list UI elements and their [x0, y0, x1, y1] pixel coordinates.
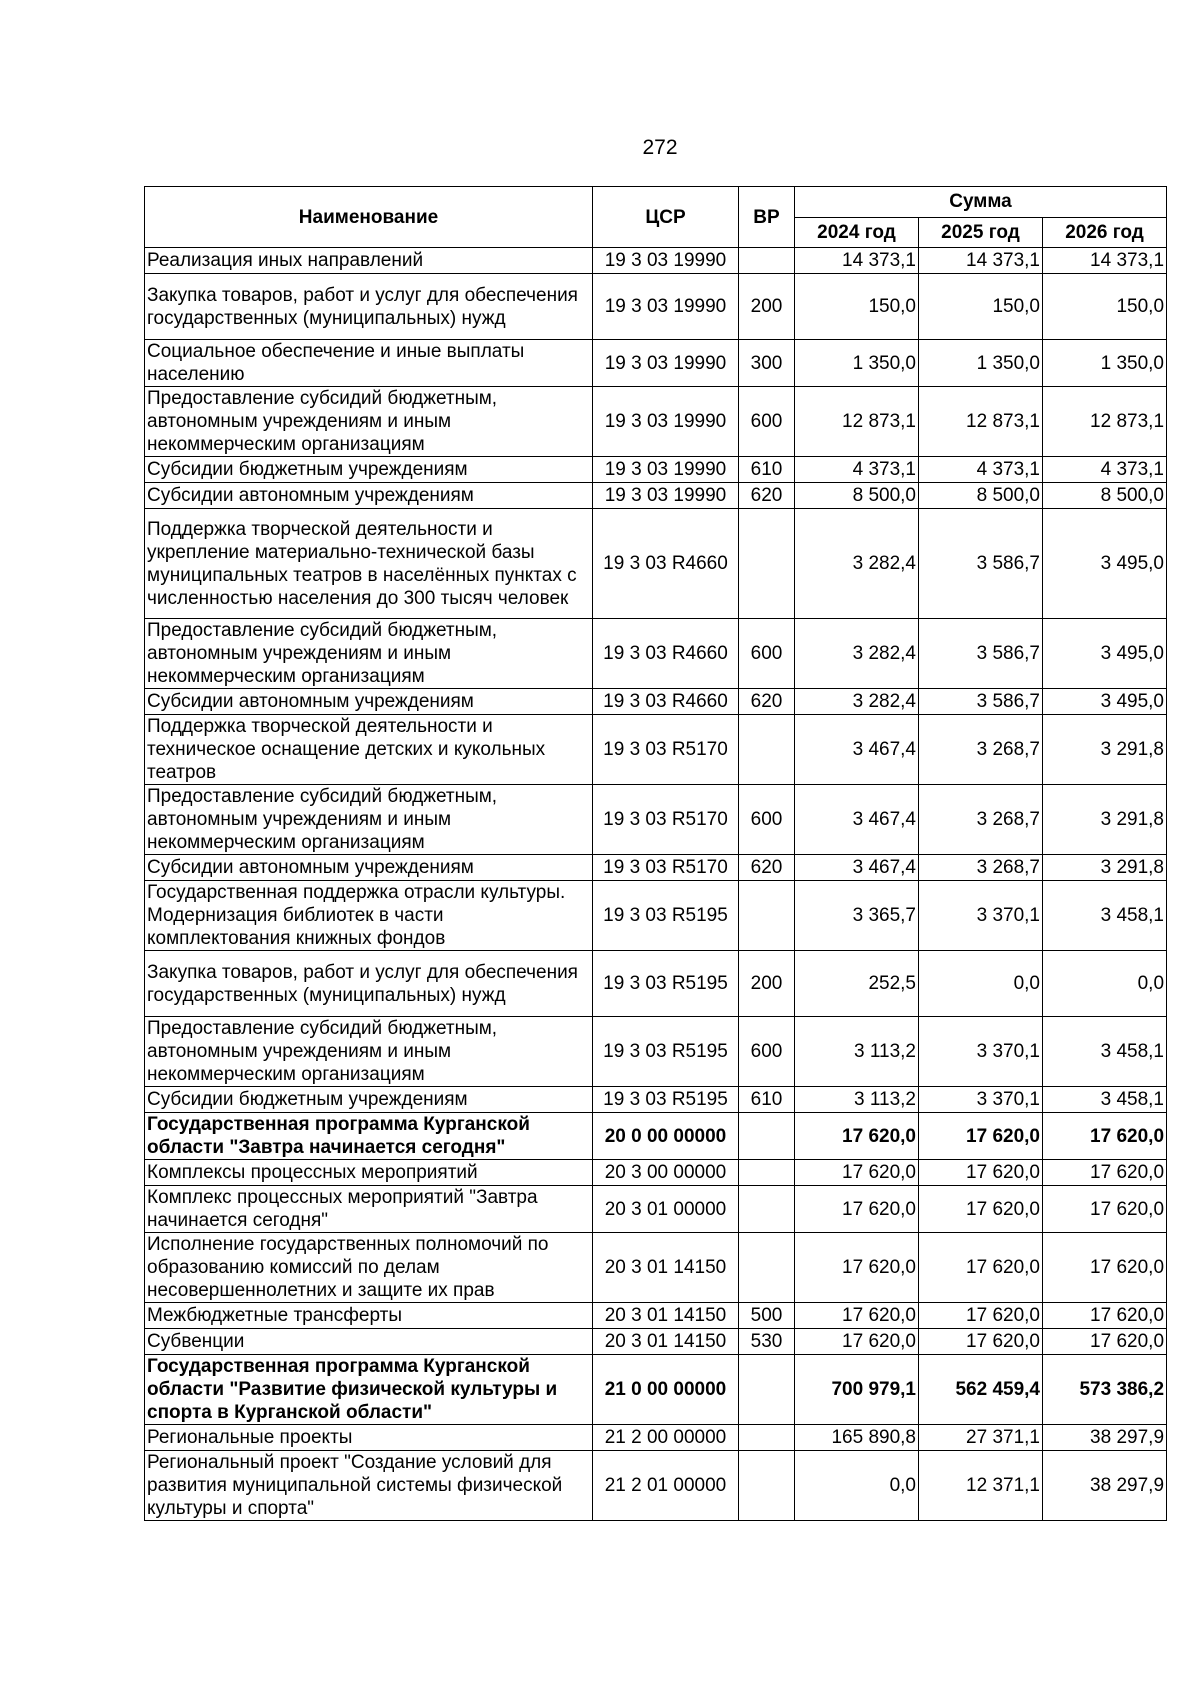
row-amount-2024-cell: 252,5 [795, 951, 919, 1017]
header-csr: ЦСР [593, 187, 739, 248]
row-name-cell: Региональный проект "Создание условий для развития муниципальной системы физической культуры и спорта" [145, 1451, 593, 1521]
row-amount-2026-cell: 0,0 [1043, 951, 1167, 1017]
row-vr-cell [739, 509, 795, 619]
table-row [145, 1355, 1167, 1425]
row-amount-2025-cell: 17 620,0 [919, 1329, 1043, 1355]
row-name-cell: Комплексы процессных мероприятий [145, 1160, 593, 1186]
table-row [145, 619, 1167, 689]
row-amount-2025-cell: 3 268,7 [919, 855, 1043, 881]
table-row [145, 483, 1167, 509]
row-amount-2026-cell: 17 620,0 [1043, 1329, 1167, 1355]
row-name-cell: Исполнение государственных полномочий по образованию комиссий по делам несовершеннолетних и защите их прав [145, 1233, 593, 1303]
table-body [145, 248, 1167, 1521]
row-amount-2026-cell: 3 458,1 [1043, 1017, 1167, 1087]
row-amount-2026-cell: 3 291,8 [1043, 785, 1167, 855]
row-vr-cell: 300 [739, 340, 795, 387]
row-amount-2024-cell: 3 467,4 [795, 855, 919, 881]
table-row [145, 1160, 1167, 1186]
row-csr-cell: 19 3 03 R5170 [593, 715, 739, 785]
row-name-cell: Закупка товаров, работ и услуг для обеспечения государственных (муниципальных) нужд [145, 951, 593, 1017]
row-name-cell: Поддержка творческой деятельности и укрепление материально-технической базы муниципальных театров в населённых пунктах с численностью населения до 300 тысяч человек [145, 509, 593, 619]
row-amount-2025-cell: 17 620,0 [919, 1233, 1043, 1303]
row-amount-2025-cell: 3 370,1 [919, 881, 1043, 951]
row-csr-cell: 19 3 03 19990 [593, 457, 739, 483]
row-csr-cell: 19 3 03 R4660 [593, 689, 739, 715]
header-year-2024: 2024 год [795, 217, 919, 248]
row-csr-cell: 21 2 00 00000 [593, 1425, 739, 1451]
table-row [145, 1017, 1167, 1087]
row-vr-cell: 600 [739, 1017, 795, 1087]
row-csr-cell: 19 3 03 R5195 [593, 1087, 739, 1113]
row-amount-2024-cell: 3 282,4 [795, 619, 919, 689]
row-amount-2026-cell: 17 620,0 [1043, 1186, 1167, 1233]
row-amount-2025-cell: 0,0 [919, 951, 1043, 1017]
table-row [145, 1303, 1167, 1329]
row-amount-2026-cell: 150,0 [1043, 274, 1167, 340]
table-row [145, 1113, 1167, 1160]
table-row [145, 274, 1167, 340]
row-amount-2025-cell: 1 350,0 [919, 340, 1043, 387]
row-name-cell: Социальное обеспечение и иные выплаты населению [145, 340, 593, 387]
row-vr-cell [739, 248, 795, 274]
row-name-cell: Региональные проекты [145, 1425, 593, 1451]
row-csr-cell: 19 3 03 19990 [593, 483, 739, 509]
row-csr-cell: 20 3 01 14150 [593, 1329, 739, 1355]
row-amount-2026-cell: 1 350,0 [1043, 340, 1167, 387]
row-amount-2025-cell: 3 370,1 [919, 1017, 1043, 1087]
row-name-cell: Реализация иных направлений [145, 248, 593, 274]
row-amount-2025-cell: 3 586,7 [919, 509, 1043, 619]
table-row [145, 1451, 1167, 1521]
row-vr-cell [739, 1355, 795, 1425]
row-vr-cell [739, 1425, 795, 1451]
table-row [145, 248, 1167, 274]
header-name: Наименование [145, 187, 593, 248]
header-vr: ВР [739, 187, 795, 248]
row-amount-2026-cell: 3 495,0 [1043, 689, 1167, 715]
row-amount-2024-cell: 4 373,1 [795, 457, 919, 483]
row-vr-cell: 200 [739, 274, 795, 340]
row-amount-2026-cell: 38 297,9 [1043, 1425, 1167, 1451]
row-csr-cell: 20 3 01 00000 [593, 1186, 739, 1233]
row-vr-cell [739, 1186, 795, 1233]
table-row [145, 951, 1167, 1017]
row-amount-2026-cell: 3 458,1 [1043, 881, 1167, 951]
row-name-cell: Комплекс процессных мероприятий "Завтра начинается сегодня" [145, 1186, 593, 1233]
row-amount-2026-cell: 38 297,9 [1043, 1451, 1167, 1521]
row-amount-2024-cell: 3 467,4 [795, 785, 919, 855]
row-amount-2025-cell: 17 620,0 [919, 1160, 1043, 1186]
row-csr-cell: 19 3 03 R5170 [593, 785, 739, 855]
row-csr-cell: 19 3 03 R4660 [593, 509, 739, 619]
table-row [145, 387, 1167, 457]
row-vr-cell [739, 1113, 795, 1160]
row-name-cell: Предоставление субсидий бюджетным, автономным учреждениям и иным некоммерческим организациям [145, 619, 593, 689]
row-amount-2025-cell: 17 620,0 [919, 1113, 1043, 1160]
row-vr-cell: 600 [739, 619, 795, 689]
row-amount-2025-cell: 8 500,0 [919, 483, 1043, 509]
row-amount-2026-cell: 4 373,1 [1043, 457, 1167, 483]
row-amount-2026-cell: 3 291,8 [1043, 715, 1167, 785]
row-name-cell: Субсидии бюджетным учреждениям [145, 1087, 593, 1113]
row-name-cell: Субсидии автономным учреждениям [145, 483, 593, 509]
row-name-cell: Субсидии автономным учреждениям [145, 689, 593, 715]
row-amount-2026-cell: 17 620,0 [1043, 1233, 1167, 1303]
row-csr-cell: 20 3 01 14150 [593, 1233, 739, 1303]
row-csr-cell: 19 3 03 R4660 [593, 619, 739, 689]
row-amount-2026-cell: 573 386,2 [1043, 1355, 1167, 1425]
table-row [145, 509, 1167, 619]
row-vr-cell [739, 1451, 795, 1521]
row-vr-cell: 600 [739, 785, 795, 855]
row-amount-2024-cell: 165 890,8 [795, 1425, 919, 1451]
row-amount-2026-cell: 8 500,0 [1043, 483, 1167, 509]
table-row [145, 689, 1167, 715]
row-vr-cell [739, 715, 795, 785]
row-vr-cell [739, 1160, 795, 1186]
row-name-cell: Предоставление субсидий бюджетным, автономным учреждениям и иным некоммерческим организациям [145, 785, 593, 855]
row-amount-2025-cell: 12 873,1 [919, 387, 1043, 457]
row-csr-cell: 19 3 03 R5195 [593, 951, 739, 1017]
table-row [145, 1186, 1167, 1233]
row-amount-2024-cell: 0,0 [795, 1451, 919, 1521]
table-row [145, 715, 1167, 785]
row-amount-2026-cell: 3 458,1 [1043, 1087, 1167, 1113]
row-amount-2025-cell: 14 373,1 [919, 248, 1043, 274]
row-amount-2026-cell: 3 291,8 [1043, 855, 1167, 881]
row-amount-2024-cell: 3 467,4 [795, 715, 919, 785]
row-vr-cell: 500 [739, 1303, 795, 1329]
row-vr-cell [739, 881, 795, 951]
row-csr-cell: 19 3 03 19990 [593, 274, 739, 340]
row-amount-2025-cell: 17 620,0 [919, 1186, 1043, 1233]
row-amount-2024-cell: 17 620,0 [795, 1113, 919, 1160]
row-vr-cell: 610 [739, 1087, 795, 1113]
row-amount-2025-cell: 27 371,1 [919, 1425, 1043, 1451]
row-csr-cell: 19 3 03 19990 [593, 387, 739, 457]
row-csr-cell: 21 2 01 00000 [593, 1451, 739, 1521]
row-amount-2025-cell: 562 459,4 [919, 1355, 1043, 1425]
row-name-cell: Субвенции [145, 1329, 593, 1355]
row-amount-2024-cell: 3 365,7 [795, 881, 919, 951]
row-amount-2026-cell: 17 620,0 [1043, 1303, 1167, 1329]
row-amount-2025-cell: 12 371,1 [919, 1451, 1043, 1521]
header-sum-group: Сумма [795, 187, 1167, 218]
row-name-cell: Предоставление субсидий бюджетным, автономным учреждениям и иным некоммерческим организациям [145, 387, 593, 457]
row-amount-2024-cell: 150,0 [795, 274, 919, 340]
row-vr-cell: 600 [739, 387, 795, 457]
row-amount-2024-cell: 3 113,2 [795, 1017, 919, 1087]
row-name-cell: Субсидии автономным учреждениям [145, 855, 593, 881]
table-row [145, 1425, 1167, 1451]
row-amount-2024-cell: 17 620,0 [795, 1303, 919, 1329]
page-number: 272 [642, 136, 678, 159]
row-amount-2024-cell: 3 113,2 [795, 1087, 919, 1113]
table-row [145, 1087, 1167, 1113]
table-header [145, 187, 1167, 248]
row-amount-2024-cell: 14 373,1 [795, 248, 919, 274]
row-name-cell: Предоставление субсидий бюджетным, автономным учреждениям и иным некоммерческим организациям [145, 1017, 593, 1087]
table-row [145, 1233, 1167, 1303]
row-csr-cell: 19 3 03 R5195 [593, 1017, 739, 1087]
row-csr-cell: 19 3 03 19990 [593, 248, 739, 274]
row-vr-cell: 610 [739, 457, 795, 483]
table-row [145, 1329, 1167, 1355]
row-csr-cell: 20 3 00 00000 [593, 1160, 739, 1186]
row-amount-2024-cell: 8 500,0 [795, 483, 919, 509]
row-csr-cell: 21 0 00 00000 [593, 1355, 739, 1425]
row-name-cell: Государственная программа Курганской области "Завтра начинается сегодня" [145, 1113, 593, 1160]
row-vr-cell: 620 [739, 689, 795, 715]
row-amount-2024-cell: 12 873,1 [795, 387, 919, 457]
row-amount-2025-cell: 150,0 [919, 274, 1043, 340]
row-amount-2025-cell: 17 620,0 [919, 1303, 1043, 1329]
table-row [145, 785, 1167, 855]
row-amount-2026-cell: 17 620,0 [1043, 1160, 1167, 1186]
row-amount-2025-cell: 3 586,7 [919, 619, 1043, 689]
row-csr-cell: 19 3 03 19990 [593, 340, 739, 387]
row-amount-2024-cell: 1 350,0 [795, 340, 919, 387]
row-csr-cell: 20 3 01 14150 [593, 1303, 739, 1329]
row-amount-2024-cell: 3 282,4 [795, 689, 919, 715]
row-amount-2024-cell: 17 620,0 [795, 1186, 919, 1233]
row-amount-2024-cell: 17 620,0 [795, 1233, 919, 1303]
row-csr-cell: 19 3 03 R5195 [593, 881, 739, 951]
row-amount-2025-cell: 3 370,1 [919, 1087, 1043, 1113]
table-row [145, 855, 1167, 881]
header-year-2026: 2026 год [1043, 217, 1167, 248]
row-csr-cell: 20 0 00 00000 [593, 1113, 739, 1160]
row-name-cell: Субсидии бюджетным учреждениям [145, 457, 593, 483]
row-amount-2025-cell: 4 373,1 [919, 457, 1043, 483]
row-name-cell: Государственная поддержка отрасли культуры. Модернизация библиотек в части комплектования книжных фондов [145, 881, 593, 951]
row-amount-2025-cell: 3 586,7 [919, 689, 1043, 715]
row-amount-2025-cell: 3 268,7 [919, 715, 1043, 785]
row-amount-2026-cell: 3 495,0 [1043, 619, 1167, 689]
row-amount-2025-cell: 3 268,7 [919, 785, 1043, 855]
row-amount-2024-cell: 17 620,0 [795, 1160, 919, 1186]
row-amount-2026-cell: 3 495,0 [1043, 509, 1167, 619]
row-name-cell: Межбюджетные трансферты [145, 1303, 593, 1329]
table-row [145, 340, 1167, 387]
budget-table [144, 186, 1167, 1521]
row-vr-cell: 620 [739, 483, 795, 509]
row-amount-2024-cell: 700 979,1 [795, 1355, 919, 1425]
table-row [145, 881, 1167, 951]
row-csr-cell: 19 3 03 R5170 [593, 855, 739, 881]
row-amount-2026-cell: 14 373,1 [1043, 248, 1167, 274]
row-vr-cell: 530 [739, 1329, 795, 1355]
row-amount-2024-cell: 17 620,0 [795, 1329, 919, 1355]
row-amount-2024-cell: 3 282,4 [795, 509, 919, 619]
row-name-cell: Поддержка творческой деятельности и техническое оснащение детских и кукольных театров [145, 715, 593, 785]
row-name-cell: Закупка товаров, работ и услуг для обеспечения государственных (муниципальных) нужд [145, 274, 593, 340]
row-name-cell: Государственная программа Курганской области "Развитие физической культуры и спорта в Курганской области" [145, 1355, 593, 1425]
row-amount-2026-cell: 17 620,0 [1043, 1113, 1167, 1160]
header-year-2025: 2025 год [919, 217, 1043, 248]
row-vr-cell: 200 [739, 951, 795, 1017]
row-vr-cell [739, 1233, 795, 1303]
row-vr-cell: 620 [739, 855, 795, 881]
table-row [145, 457, 1167, 483]
row-amount-2026-cell: 12 873,1 [1043, 387, 1167, 457]
